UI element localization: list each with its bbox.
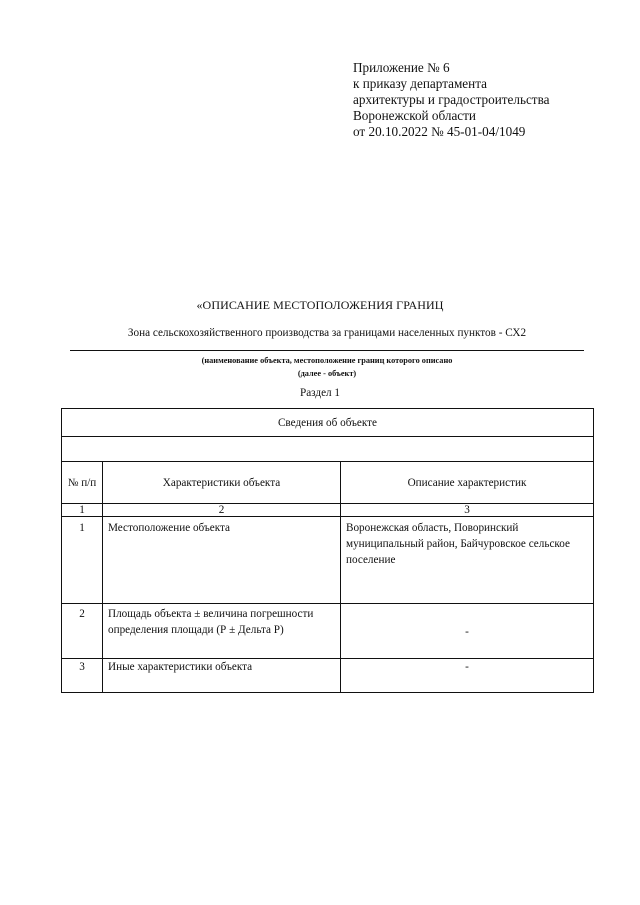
appendix-line: Воронежской области <box>353 108 476 123</box>
header-num: № п/п <box>62 462 103 504</box>
appendix-block <box>353 60 549 140</box>
table-row <box>62 517 594 604</box>
row-number: 2 <box>62 604 103 659</box>
table-empty-row <box>62 437 594 462</box>
table-row <box>62 659 594 693</box>
row-description: Воронежская область, Поворинский муниципальный район, Байчуровское сельское поселение <box>341 517 594 604</box>
row-description: - <box>341 604 594 659</box>
object-caption <box>70 354 584 380</box>
appendix-line: архитектуры и градостроительства <box>353 92 550 107</box>
empty-cell <box>62 437 594 462</box>
column-numbers-row <box>62 504 594 517</box>
document-title: «ОПИСАНИЕ МЕСТОПОЛОЖЕНИЯ ГРАНИЦ <box>196 298 444 312</box>
table-header-row <box>62 462 594 504</box>
appendix-line: от 20.10.2022 № 45-01-04/1049 <box>353 124 526 139</box>
appendix-line: Приложение № 6 <box>353 60 450 75</box>
object-name: Зона сельскохозяйственного производства за границами населенных пунктов - СХ2 <box>127 327 527 339</box>
table-title-row <box>62 409 594 437</box>
caption-line: (далее - объект) <box>297 369 357 378</box>
row-number: 1 <box>62 517 103 604</box>
row-number: 3 <box>62 659 103 693</box>
object-info-table <box>61 408 594 693</box>
column-number: 3 <box>341 504 594 517</box>
row-characteristic: Площадь объекта ± величина погрешности определения площади (Р ± Дельта Р) <box>103 604 341 659</box>
caption-line: (наименование объекта, местоположение границ которого описано <box>201 356 453 365</box>
header-characteristic: Характеристики объекта <box>103 462 341 504</box>
table-row <box>62 604 594 659</box>
underline-divider <box>70 350 584 351</box>
column-number: 2 <box>103 504 341 517</box>
section-heading: Раздел 1 <box>299 387 341 399</box>
row-characteristic: Иные характеристики объекта <box>103 659 341 693</box>
header-description: Описание характеристик <box>341 462 594 504</box>
row-description: - <box>341 659 594 693</box>
appendix-line: к приказу департамента <box>353 76 487 91</box>
row-characteristic: Местоположение объекта <box>103 517 341 604</box>
table-title: Сведения об объекте <box>62 409 594 437</box>
column-number: 1 <box>62 504 103 517</box>
